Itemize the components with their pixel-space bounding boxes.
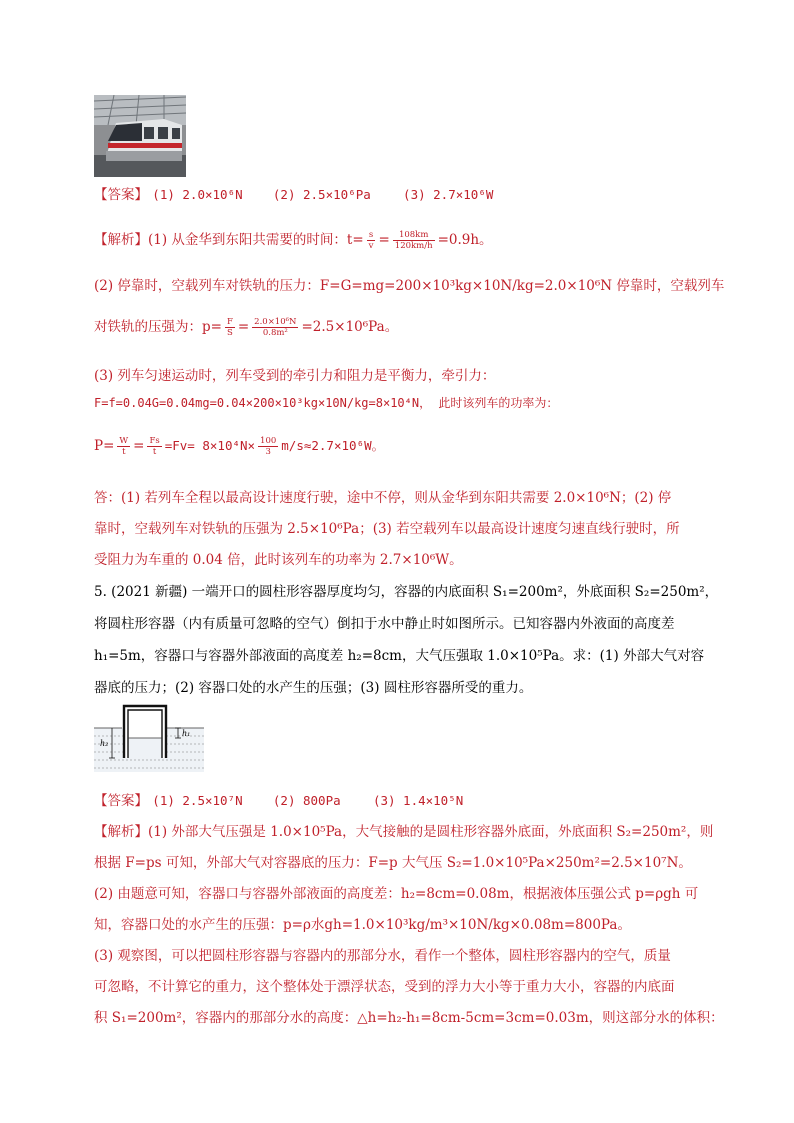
analysis-text: 对铁轨的压强为：p= (94, 319, 222, 335)
conclusion-text: 答：(1) 若列车全程以最高设计速度行驶，途中不停，则从金华到东阳共需要 2.0×10⁶N；(2) 停 (94, 490, 672, 506)
answer-line-1 (94, 183, 493, 203)
label-h1: h₁ (182, 729, 191, 738)
analysis-2-line-3 (94, 882, 698, 902)
analysis-2-line-2 (94, 851, 692, 871)
analysis-text: (3) 观察图，可以把圆柱形容器与容器内的那部分水，看作一个整体，圆柱形容器内的空气，质量 (94, 948, 671, 964)
analysis-text: (2) 由题意可知，容器口与容器外部液面的高度差：h₂=8cm=0.08m，根据液体压强公式 p=ρgh 可 (94, 886, 699, 902)
analysis-2-line-1 (94, 820, 713, 840)
fraction-numerator: s (367, 230, 376, 241)
question-text: 器底的压力；(2) 容器口处的水产生的压强；(3) 圆柱形容器所受的重力。 (94, 680, 533, 696)
analysis-1-part-3-line-2 (94, 394, 558, 411)
analysis-2-line-5 (94, 944, 671, 964)
analysis-2-line-7 (94, 1006, 724, 1026)
equals-sign: = (378, 232, 390, 248)
analysis-text: (3) 列车匀速运动时，列车受到的牵引力和阻力是平衡力，牵引力： (94, 368, 496, 384)
equals-sign: = (237, 319, 250, 335)
fraction-fs-over-t (147, 436, 161, 457)
answer-tag: 【答案】 (94, 187, 148, 203)
analysis-1-part-2-line-1 (94, 274, 724, 294)
fraction-numerator: F (226, 317, 233, 327)
fraction-denominator: t (122, 447, 126, 457)
analysis-text: =Fv= 8×10⁴N× (164, 438, 256, 453)
analysis-2-line-6 (94, 975, 675, 995)
analysis-result: m/s≈2.7×10⁶W。 (281, 438, 385, 453)
analysis-result: =0.9h。 (437, 232, 493, 248)
analysis-text: F=f=0.04G=0.04mg=0.04×200×10³kg×10N/kg=8×10⁴N， 此时该列车的功率为： (94, 396, 559, 410)
answer-item-2: (2) 800Pa (272, 793, 341, 808)
question-text: 将圆柱形容器（内有质量可忽略的空气）倒扣于水中静止时如图所示。已知容器内外液面的高度差 (94, 616, 675, 632)
fraction-denominator: v (368, 241, 374, 251)
question-5-line-1 (94, 580, 718, 600)
diagram-svg (94, 700, 204, 772)
equals-sign: = (133, 438, 145, 454)
analysis-1-part-3-line-3 (94, 436, 384, 457)
fraction-numerator: 2.0×10⁶N (254, 317, 297, 327)
analysis-text: (2) 停靠时，空载列车对铁轨的压力：F=G=mg=200×10³kg×10N/kg=2.0×10⁶N 停靠时，空载列车 (94, 278, 725, 294)
answer-item-3: (3) 1.4×10⁵N (372, 793, 464, 808)
analysis-text: (1) 从金华到东阳共需要的时间：t= (148, 232, 364, 248)
conclusion-line-1 (94, 486, 671, 506)
fraction-denominator: S (226, 328, 233, 338)
fraction-numerator: 108km (393, 230, 435, 241)
answer-line-2 (94, 789, 463, 809)
analysis-1-part-1 (94, 228, 493, 251)
analysis-1-part-3-line-1 (94, 364, 495, 384)
analysis-text: 根据 F=ps 可知，外部大气对容器底的压力：F=p 大气压 S₂=1.0×10⁵Pa×250m²=2.5×10⁷N。 (94, 855, 692, 871)
answer-item-1: (1) 2.5×10⁷N (152, 793, 243, 808)
answer-tag: 【答案】 (94, 793, 148, 809)
conclusion-line-3 (94, 548, 463, 568)
fraction-denominator: 3 (265, 447, 271, 457)
question-5-line-3 (94, 644, 704, 664)
analysis-2-line-4 (94, 913, 631, 933)
fraction-force-over-area (252, 317, 298, 338)
analysis-result: =2.5×10⁶Pa。 (301, 319, 399, 335)
answer-item-1: (1) 2.0×10⁶N (152, 187, 243, 202)
fraction-denominator: t (152, 447, 157, 457)
question-5-line-2 (94, 612, 675, 632)
fraction-numerator: Fs (149, 436, 160, 446)
fraction-numerator: 100 (260, 436, 277, 446)
answer-item-2: (2) 2.5×10⁶Pa (272, 187, 371, 202)
container-in-water-diagram (94, 700, 204, 772)
label-h2: h₂ (100, 739, 109, 748)
train-illustration (94, 95, 186, 177)
fraction-100-over-3 (258, 436, 278, 457)
question-text: h₁=5m，容器口与容器外部液面的高度差 h₂=8cm，大气压强取 1.0×10⁵Pa。求：(1) 外部大气对容 (94, 648, 705, 664)
analysis-text: (1) 外部大气压强是 1.0×10⁵Pa，大气接触的是圆柱形容器外底面，外底面积 S₂=250m²，则 (148, 824, 714, 840)
analysis-text: 积 S₁=200m²，容器内的那部分水的高度：△h=h₂-h₁=8cm-5cm=3cm=0.03m，则这部分水的体积： (94, 1010, 724, 1026)
fraction-distance-over-speed (393, 230, 435, 251)
train-photo (94, 95, 186, 177)
fraction-w-over-t (117, 436, 130, 457)
fraction-denominator: 120km/h (394, 241, 433, 251)
question-text: 5. (2021 新疆) 一端开口的圆柱形容器厚度均匀，容器的内底面积 S₁=200m²，外底面积 S₂=250m²， (94, 584, 719, 600)
fraction-denominator: 0.8m² (262, 328, 288, 338)
analysis-text: P= (94, 438, 115, 454)
analysis-text: 可忽略，不计算它的重力，这个整体处于漂浮状态，受到的浮力大小等于重力大小，容器的内底面 (94, 979, 675, 995)
answer-item-3: (3) 2.7×10⁶W (403, 187, 494, 202)
conclusion-text: 靠时，空载列车对铁轨的压强为 2.5×10⁶Pa；(3) 若空载列车以最高设计速度匀速直线行驶时，所 (94, 521, 680, 537)
fraction-numerator: W (119, 436, 129, 446)
question-5-line-4 (94, 676, 532, 696)
fraction-s-over-v (367, 230, 376, 251)
analysis-tag: 【解析】 (94, 232, 148, 248)
fraction-f-over-s (225, 317, 235, 338)
analysis-1-part-2-line-2 (94, 315, 398, 338)
analysis-text: 知，容器口处的水产生的压强：p=ρ水gh=1.0×10³kg/m³×10N/kg×0.08m=800Pa。 (94, 917, 631, 933)
analysis-tag: 【解析】 (94, 824, 148, 840)
conclusion-line-2 (94, 517, 680, 537)
conclusion-text: 受阻力为车重的 0.04 倍，此时该列车的功率为 2.7×10⁶W。 (94, 552, 463, 568)
